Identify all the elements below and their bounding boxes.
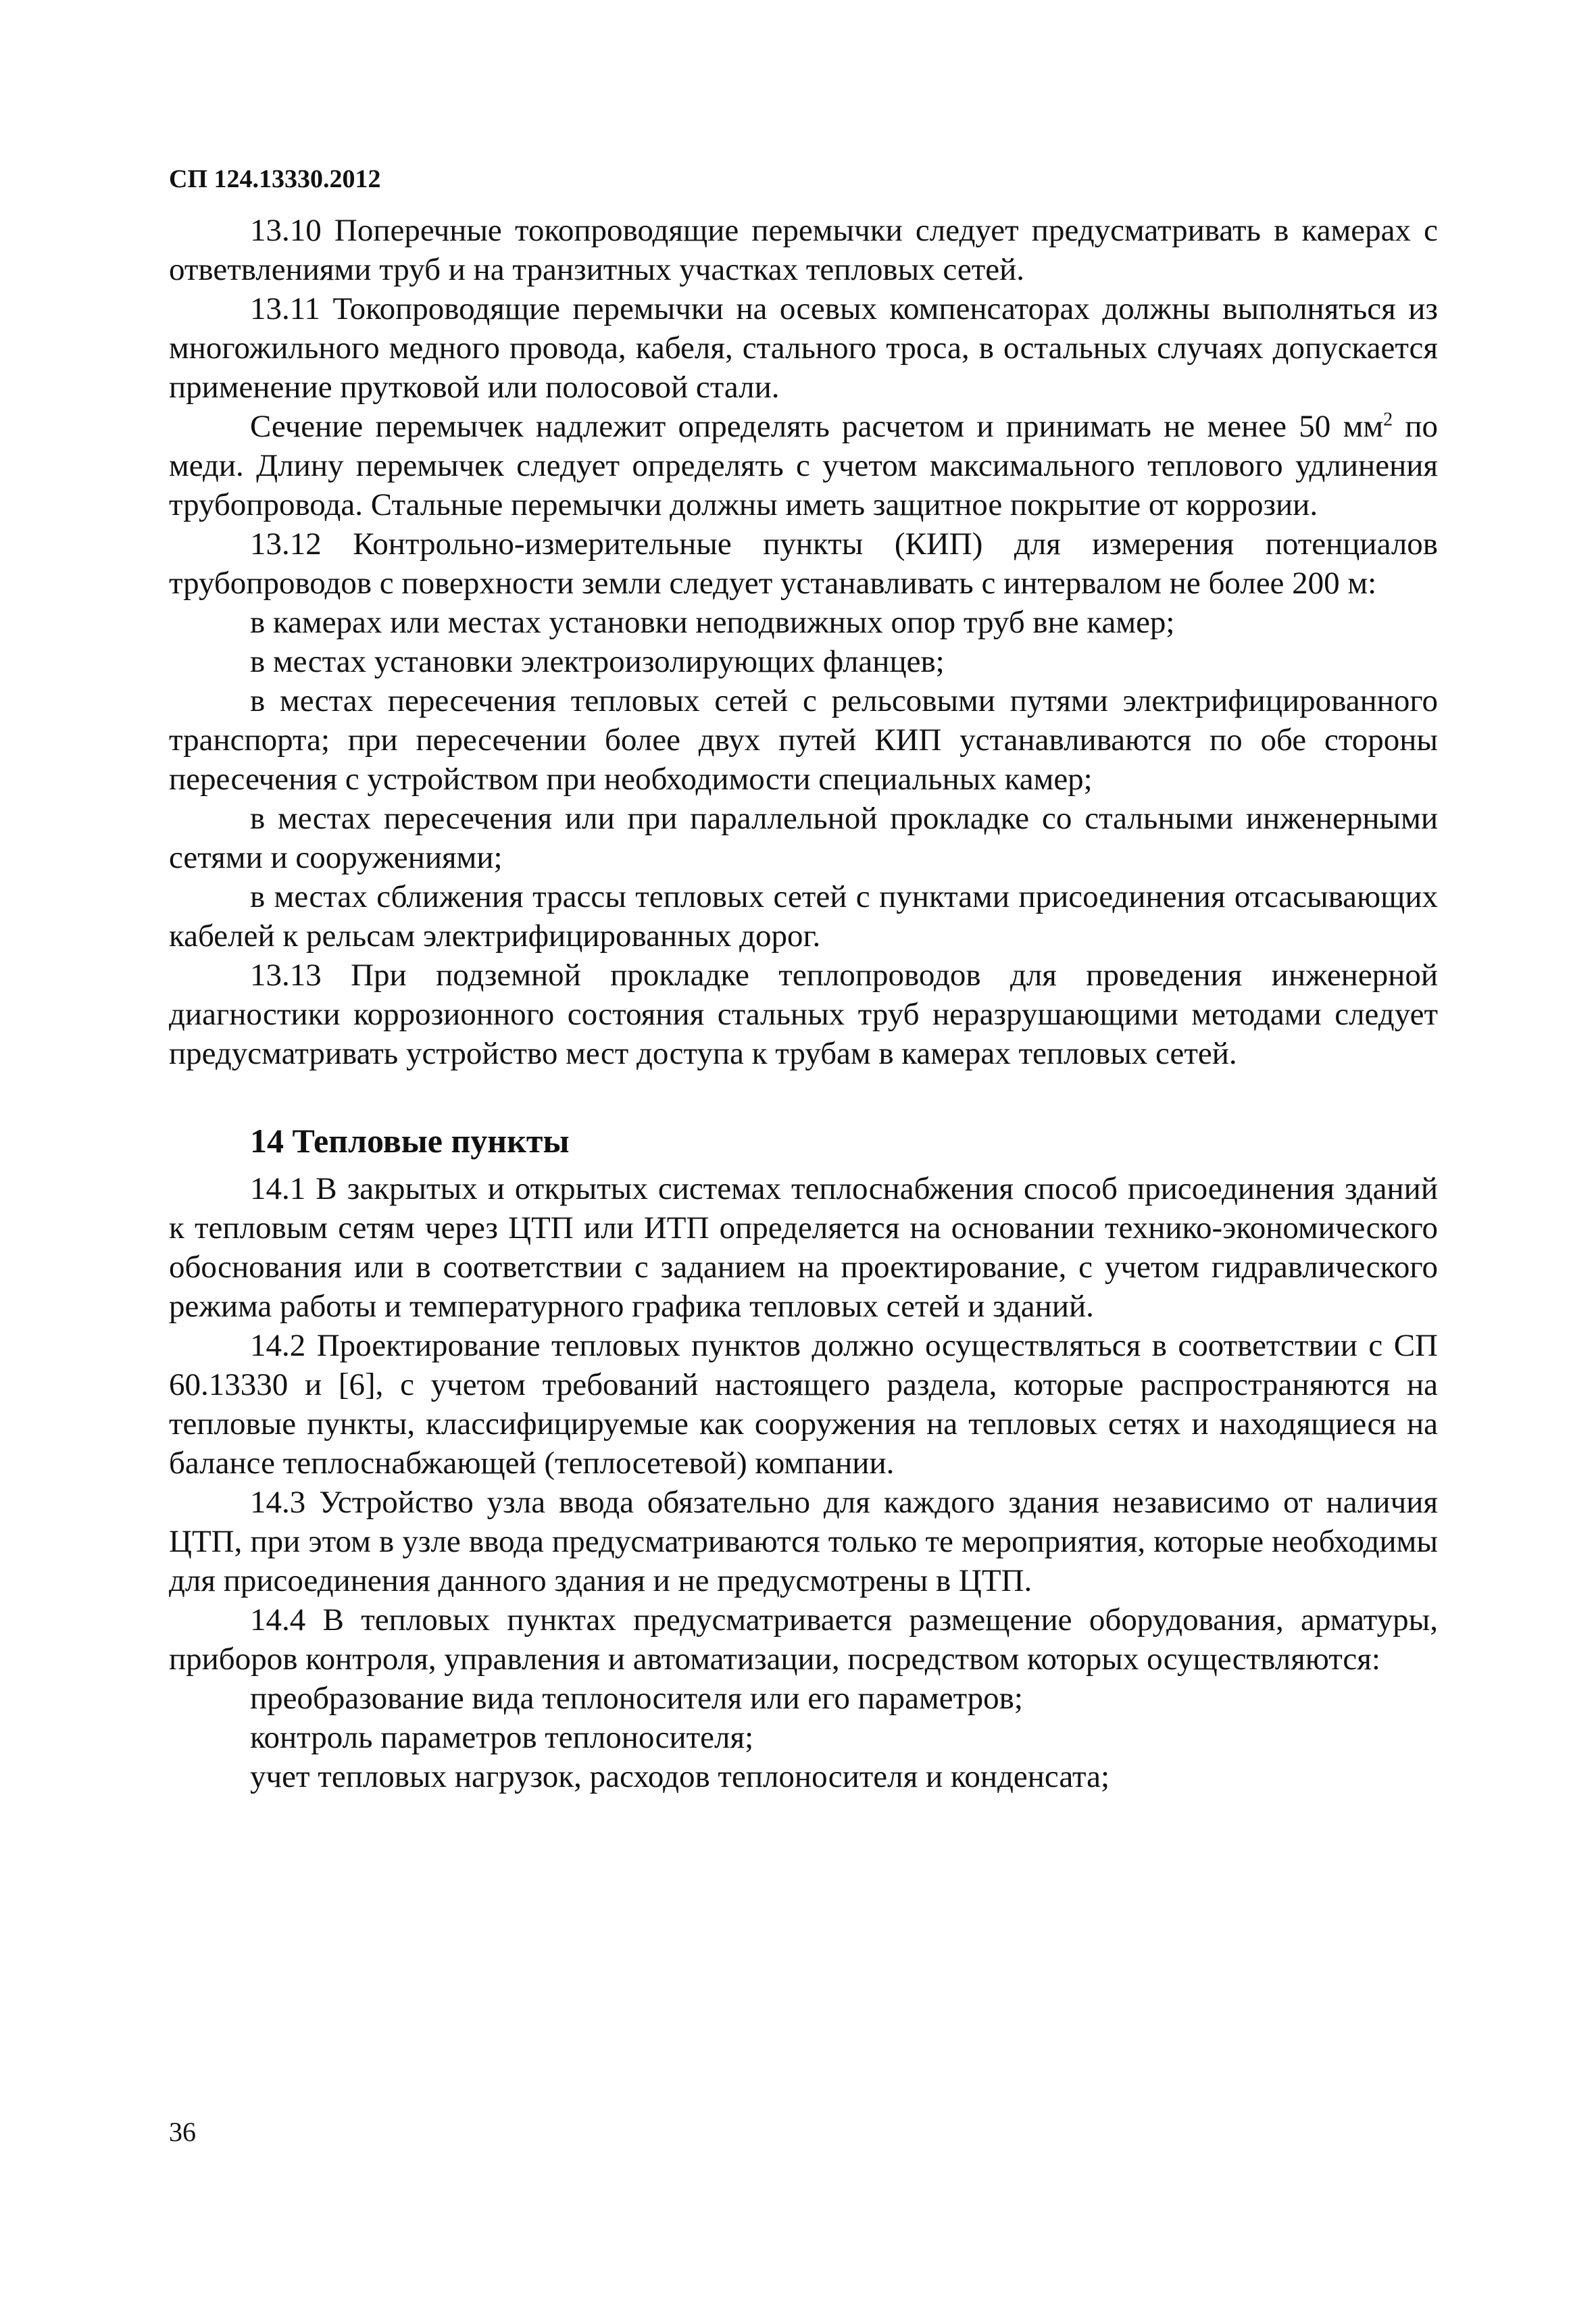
paragraph-14-3: 14.3 Устройство узла ввода обязательно для каждого здания независимо от наличия ЦТП, при этом в узле ввода предусматриваются только те мероприятия, которые необходимы для присоединения данного здания и не предусмотрены в ЦТП. [169,1485,1438,1598]
cross-section-text-1: Сечение перемычек надлежит определять расчетом и принимать не менее 50 мм [250,409,1384,444]
page-number: 36 [169,2117,196,2147]
paragraph-14-2: 14.2 Проектирование тепловых пунктов должно осуществляться в соответствии с СП 60.13330 и [6], с учетом требований настоящего раздела, которые распространяются на тепловые пункты, классифицируемые как сооружения на тепловых сетях и находящиеся на балансе теплоснабжающей (теплосетевой) компании. [169,1328,1438,1481]
list-item: в камерах или местах установки неподвижных опор труб вне камер; [250,605,1175,640]
paragraph-14-1: 14.1 В закрытых и открытых системах теплоснабжения способ присоединения зданий к тепловым сетям через ЦТП или ИТП определяется на основании технико-экономического обоснования или в соответствии с заданием на проектирование, с учетом гидравлического режима работы и температурного графика тепловых сетей и зданий. [169,1171,1438,1324]
cross-section-text-2: по меди. Длину перемычек следует определять с учетом максимального теплового удлинения трубопровода. Стальные перемычки должны иметь защитное покрытие от коррозии. [169,409,1438,522]
superscript-2: 2 [1383,409,1393,430]
list-item: преобразование вида теплоносителя или его параметров; [250,1681,1023,1716]
paragraph-14-4: 14.4 В тепловых пунктах предусматривается размещение оборудования, арматуры, приборов контроля, управления и автоматизации, посредством которых осуществляются: [169,1602,1438,1677]
paragraph-13-12: 13.12 Контрольно-измерительные пункты (КИП) для измерения потенциалов трубопроводов с поверхности земли следует устанавливать с интервалом не более 200 м: [169,526,1438,601]
section-heading-14: 14 Тепловые пункты [250,1122,570,1160]
list-item: учет тепловых нагрузок, расходов теплоносителя и конденсата; [250,1759,1110,1794]
paragraph-13-10: 13.10 Поперечные токопроводящие перемычки следует предусматривать в камерах с ответвлениями труб и на транзитных участках тепловых сетей. [169,213,1438,287]
document-code: СП 124.13330.2012 [169,165,381,193]
list-item: в местах сближения трассы тепловых сетей с пунктами присоединения отсасывающих кабелей к рельсам электрифицированных дорог. [169,879,1438,954]
list-item: в местах установки электроизолирующих фланцев; [250,644,945,679]
document-page [169,162,1438,1796]
list-item: в местах пересечения тепловых сетей с рельсовыми путями электрифицированного транспорта; при пересечении более двух путей КИП устанавливаются по обе стороны пересечения с устройством при необходимости специальных камер; [169,683,1438,797]
list-item: контроль параметров теплоносителя; [250,1720,754,1755]
list-item: в местах пересечения или при параллельной прокладке со стальными инженерными сетями и сооружениями; [169,801,1438,875]
paragraph-13-11: 13.11 Токопроводящие перемычки на осевых компенсаторах должны выполняться из многожильного медного провода, кабеля, стального троса, в остальных случаях допускается применение прутковой или полосовой стали. [169,291,1438,405]
paragraph-13-13: 13.13 При подземной прокладке теплопроводов для проведения инженерной диагностики коррозионного состояния стальных труб неразрушающими методами следует предусматривать устройство мест доступа к трубам в камерах тепловых сетей. [169,958,1438,1071]
paragraph-cross-section [169,407,1438,524]
